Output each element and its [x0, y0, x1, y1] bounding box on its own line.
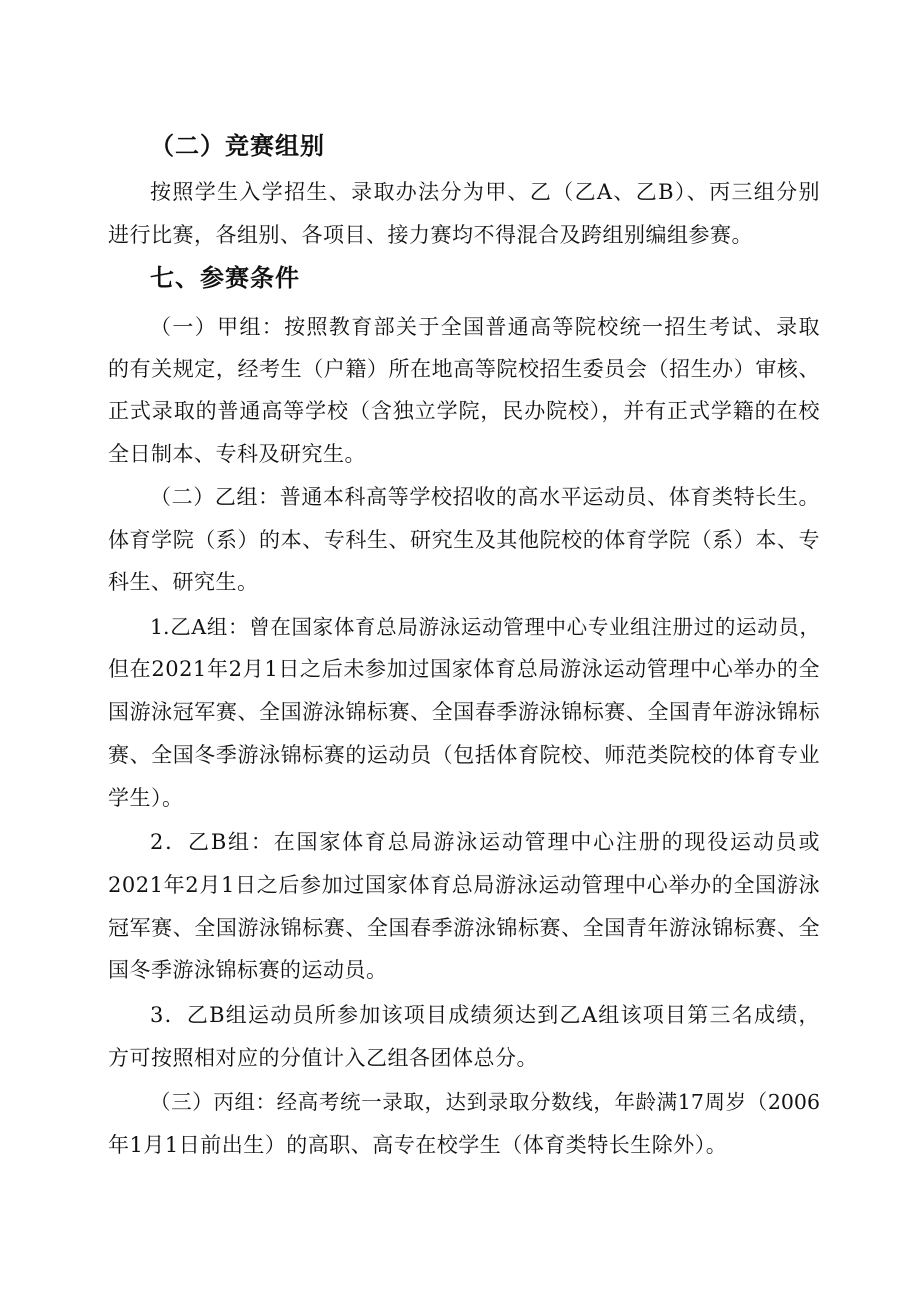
section-heading-eligibility: 七、参赛条件 [150, 264, 300, 292]
paragraph-line: 正式录取的普通高等学校（含独立学院，民办院校），并有正式学籍的在校 [108, 399, 820, 423]
paragraph-line: 赛、全国冬季游泳锦标赛的运动员（包括体育院校、师范类院校的体育专业 [108, 743, 820, 767]
paragraph-line: 全日制本、专科及研究生。 [108, 442, 366, 466]
paragraph-line: 2021年2月1日之后参加过国家体育总局游泳运动管理中心举办的全国游泳 [108, 873, 820, 897]
paragraph-line: 国冬季游泳锦标赛的运动员。 [108, 958, 388, 982]
paragraph-line: 国游泳冠军赛、全国游泳锦标赛、全国春季游泳锦标赛、全国青年游泳锦标 [108, 700, 820, 724]
paragraph-line: 方可按照相对应的分值计入乙组各团体总分。 [108, 1046, 538, 1070]
paragraph-line: 但在2021年2月1日之后未参加过国家体育总局游泳运动管理中心举办的全 [108, 657, 820, 681]
paragraph-line: 2．乙B组：在国家体育总局游泳运动管理中心注册的现役运动员或 [150, 830, 820, 854]
paragraph-line: 的有关规定，经考生（户籍）所在地高等院校招生委员会（招生办）审核、 [108, 357, 820, 381]
paragraph-line: 年1月1日前出生）的高职、高专在校学生（体育类特长生除外）。 [108, 1133, 728, 1157]
paragraph-line: （二）乙组：普通本科高等学校招收的高水平运动员、体育类特长生。 [150, 485, 820, 509]
paragraph-line: 3．乙B组运动员所参加该项目成绩须达到乙A组该项目第三名成绩， [150, 1003, 820, 1027]
paragraph-line: 1.乙A组：曾在国家体育总局游泳运动管理中心专业组注册过的运动员， [150, 615, 820, 639]
paragraph-line: 冠军赛、全国游泳锦标赛、全国春季游泳锦标赛、全国青年游泳锦标赛、全 [108, 916, 820, 940]
paragraph-line: （三）丙组：经高考统一录取，达到录取分数线，年龄满17周岁（2006 [150, 1090, 820, 1114]
paragraph-line: 按照学生入学招生、录取办法分为甲、乙（乙A、乙B）、丙三组分别 [150, 180, 820, 204]
paragraph-line: 学生）。 [108, 786, 184, 810]
paragraph-line: 科生、研究生。 [108, 570, 259, 594]
paragraph-line: （一）甲组：按照教育部关于全国普通高等院校统一招生考试、录取 [150, 315, 820, 339]
paragraph-line: 体育学院（系）的本、专科生、研究生及其他院校的体育学院（系）本、专 [108, 528, 820, 552]
section-heading-competition-groups: （二）竞赛组别 [150, 132, 325, 160]
paragraph-line: 进行比赛，各组别、各项目、接力赛均不得混合及跨组别编组参赛。 [108, 223, 753, 247]
